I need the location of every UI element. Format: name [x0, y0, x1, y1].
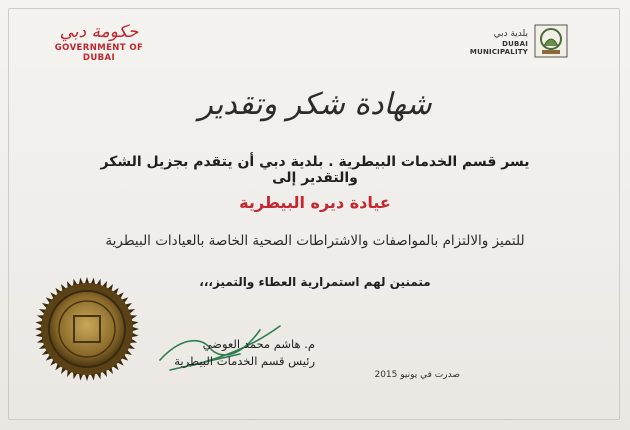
certificate-title: شهادة شكر وتقدير — [198, 87, 432, 122]
dm-emblem-icon — [534, 24, 568, 58]
wishes-text: متمنين لهم استمرارية العطاء والتميز،،، — [199, 275, 431, 289]
dubai-municipality-logo — [442, 24, 582, 64]
dm-logo-english: DUBAI MUNICIPALITY — [469, 40, 528, 56]
dm-logo-arabic: بلدية دبي — [493, 29, 528, 39]
reason-text: للتميز والالتزام بالمواصفات والاشتراطات الصحية الخاصة بالعيادات البيطرية — [105, 233, 525, 249]
government-of-dubai-logo — [44, 22, 154, 62]
recipient-name: عيادة ديره البيطرية — [239, 193, 391, 212]
gold-seal-icon — [34, 276, 140, 382]
signatory-name: م. هاشم محمد العوضي — [202, 337, 315, 351]
gov-logo-arabic: حكومة دبي — [59, 22, 139, 42]
signatory-title: رئيس قسم الخدمات البيطرية — [174, 354, 315, 368]
gov-logo-english: GOVERNMENT OF DUBAI — [54, 43, 144, 63]
issue-date: صدرت في يونيو 2015 — [374, 370, 460, 380]
intro-text: يسر قسم الخدمات البيطرية . بلدية دبي أن يتقدم بجزيل الشكر والتقدير إلى — [100, 154, 530, 186]
